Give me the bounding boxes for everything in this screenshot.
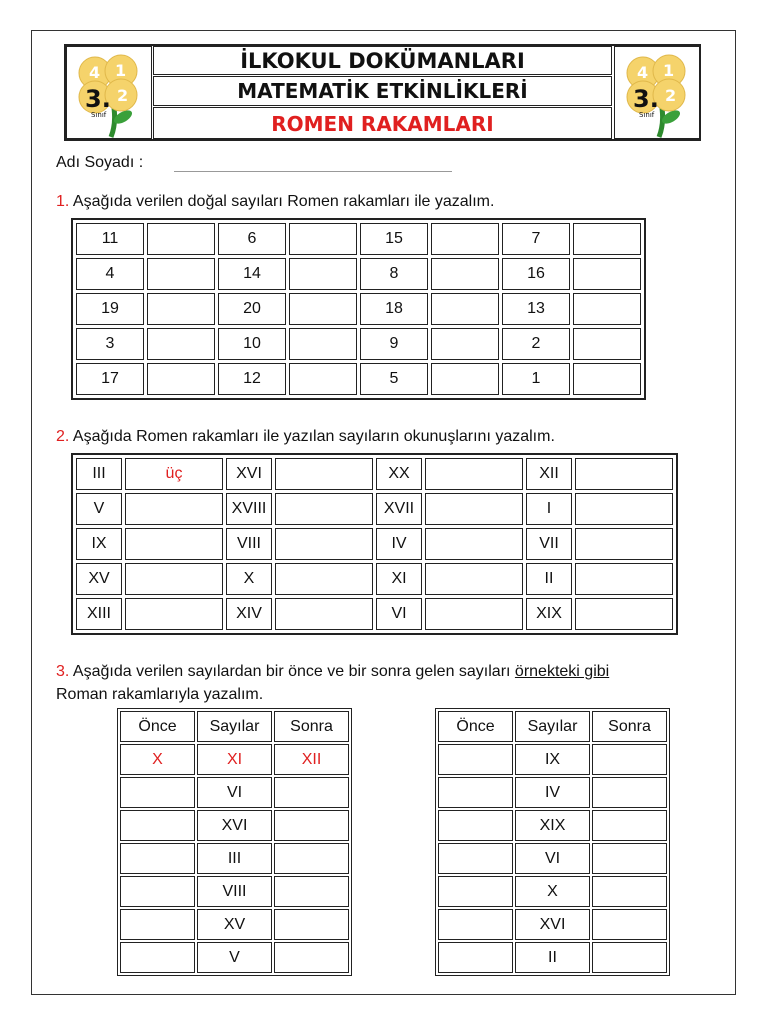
answer-cell[interactable] bbox=[147, 363, 215, 395]
before-answer-cell[interactable] bbox=[120, 810, 195, 841]
before-answer-cell[interactable] bbox=[120, 942, 195, 973]
answer-cell[interactable] bbox=[573, 363, 641, 395]
before-answer-cell[interactable] bbox=[438, 843, 513, 874]
table-row bbox=[438, 876, 667, 907]
roman-cell: XIX bbox=[526, 598, 572, 630]
question-3-number: 3. bbox=[56, 663, 70, 680]
number-cell: IV bbox=[515, 777, 590, 808]
roman-cell: V bbox=[76, 493, 122, 525]
table-row bbox=[76, 223, 641, 255]
table-row bbox=[438, 810, 667, 841]
table-row bbox=[438, 843, 667, 874]
table-row bbox=[76, 528, 673, 560]
number-cell: II bbox=[515, 942, 590, 973]
header-title-2: MATEMATİK ETKİNLİKLERİ bbox=[153, 76, 612, 106]
roman-cell: XX bbox=[376, 458, 422, 490]
answer-cell[interactable] bbox=[125, 493, 223, 525]
number-cell: IX bbox=[515, 744, 590, 775]
header-row bbox=[438, 711, 667, 742]
answer-cell[interactable] bbox=[575, 528, 673, 560]
answer-cell[interactable] bbox=[425, 563, 523, 595]
number-cell: 11 bbox=[76, 223, 144, 255]
number-cell: XV bbox=[197, 909, 272, 940]
answer-cell[interactable] bbox=[147, 223, 215, 255]
answer-cell[interactable] bbox=[125, 563, 223, 595]
column-header: Sonra bbox=[592, 711, 667, 742]
table-row bbox=[76, 458, 673, 490]
number-cell: 20 bbox=[218, 293, 286, 325]
svg-text:2: 2 bbox=[117, 86, 129, 105]
header-title-3: ROMEN RAKAMLARI bbox=[153, 107, 612, 139]
svg-text:4: 4 bbox=[637, 63, 649, 82]
number-cell: III bbox=[197, 843, 272, 874]
answer-cell[interactable] bbox=[275, 598, 373, 630]
answer-cell[interactable] bbox=[431, 258, 499, 290]
answer-cell[interactable] bbox=[575, 493, 673, 525]
answer-cell[interactable] bbox=[573, 258, 641, 290]
roman-cell: XIII bbox=[76, 598, 122, 630]
number-cell: 16 bbox=[502, 258, 570, 290]
svg-text:1: 1 bbox=[663, 61, 675, 80]
table-row bbox=[120, 843, 349, 874]
answer-cell[interactable] bbox=[289, 293, 357, 325]
number-cell: 1 bbox=[502, 363, 570, 395]
svg-text:4: 4 bbox=[89, 63, 101, 82]
answer-cell[interactable] bbox=[573, 223, 641, 255]
number-cell: VI bbox=[515, 843, 590, 874]
answer-cell[interactable] bbox=[431, 293, 499, 325]
before-answer-cell[interactable] bbox=[120, 843, 195, 874]
roman-cell: IV bbox=[376, 528, 422, 560]
table-row bbox=[120, 942, 349, 973]
question-3-text-b: Roman rakamlarıyla yazalım. bbox=[56, 686, 264, 703]
number-cell: 3 bbox=[76, 328, 144, 360]
number-cell: XIX bbox=[515, 810, 590, 841]
table-row bbox=[120, 909, 349, 940]
column-header: Önce bbox=[120, 711, 195, 742]
answer-cell[interactable] bbox=[431, 328, 499, 360]
number-cell: 12 bbox=[218, 363, 286, 395]
example-cell: X bbox=[120, 744, 195, 775]
column-header: Sayılar bbox=[515, 711, 590, 742]
question-1-text: Aşağıda verilen doğal sayıları Romen rakamları ile yazalım. bbox=[69, 193, 495, 210]
question-2 bbox=[56, 428, 555, 446]
answer-cell[interactable] bbox=[147, 328, 215, 360]
roman-cell: I bbox=[526, 493, 572, 525]
after-answer-cell[interactable] bbox=[274, 843, 349, 874]
number-cell: 14 bbox=[218, 258, 286, 290]
number-cell: VI bbox=[197, 777, 272, 808]
question-2-number: 2. bbox=[56, 428, 70, 445]
before-answer-cell[interactable] bbox=[120, 777, 195, 808]
before-answer-cell[interactable] bbox=[438, 876, 513, 907]
roman-cell: XVIII bbox=[226, 493, 272, 525]
roman-cell: XIV bbox=[226, 598, 272, 630]
after-answer-cell[interactable] bbox=[592, 744, 667, 775]
answer-cell[interactable] bbox=[575, 563, 673, 595]
number-cell: 13 bbox=[502, 293, 570, 325]
answer-cell[interactable] bbox=[575, 458, 673, 490]
after-answer-cell[interactable] bbox=[592, 942, 667, 973]
logo-sub-text: Sınıf bbox=[91, 111, 107, 119]
number-cell: VIII bbox=[197, 876, 272, 907]
after-answer-cell[interactable] bbox=[592, 810, 667, 841]
table-row bbox=[76, 363, 641, 395]
roman-cell: VII bbox=[526, 528, 572, 560]
table-row bbox=[438, 744, 667, 775]
table-row bbox=[120, 777, 349, 808]
after-answer-cell[interactable] bbox=[592, 843, 667, 874]
number-cell: 4 bbox=[76, 258, 144, 290]
clover-logo-right bbox=[614, 46, 700, 139]
before-answer-cell[interactable] bbox=[438, 744, 513, 775]
roman-cell: X bbox=[226, 563, 272, 595]
roman-cell: III bbox=[76, 458, 122, 490]
answer-cell[interactable] bbox=[289, 363, 357, 395]
roman-cell: XI bbox=[376, 563, 422, 595]
table-row bbox=[76, 258, 641, 290]
answer-cell[interactable] bbox=[125, 528, 223, 560]
before-answer-cell[interactable] bbox=[438, 777, 513, 808]
example-answer-cell: üç bbox=[125, 458, 223, 490]
answer-cell[interactable] bbox=[425, 528, 523, 560]
table-row bbox=[76, 563, 673, 595]
question-3 bbox=[56, 660, 609, 706]
roman-cell: VI bbox=[376, 598, 422, 630]
table-row bbox=[438, 942, 667, 973]
after-answer-cell[interactable] bbox=[274, 909, 349, 940]
number-cell: V bbox=[197, 942, 272, 973]
answer-cell[interactable] bbox=[425, 598, 523, 630]
table-row bbox=[120, 876, 349, 907]
number-cell: X bbox=[515, 876, 590, 907]
roman-cell: XVII bbox=[376, 493, 422, 525]
table-row bbox=[120, 810, 349, 841]
question-3-text-a: Aşağıda verilen sayılardan bir önce ve bir sonra gelen sayıları bbox=[69, 663, 515, 680]
answer-cell[interactable] bbox=[147, 293, 215, 325]
clover-logo-left bbox=[66, 46, 152, 139]
question-2-text: Aşağıda Romen rakamları ile yazılan sayıların okunuşlarını yazalım. bbox=[69, 428, 555, 445]
after-answer-cell[interactable] bbox=[592, 909, 667, 940]
roman-cell: XVI bbox=[226, 458, 272, 490]
number-cell: 8 bbox=[360, 258, 428, 290]
header-title-1: İLKOKUL DOKÜMANLARI bbox=[153, 46, 612, 75]
answer-cell[interactable] bbox=[275, 563, 373, 595]
after-answer-cell[interactable] bbox=[274, 942, 349, 973]
number-cell: 9 bbox=[360, 328, 428, 360]
number-cell: 10 bbox=[218, 328, 286, 360]
number-cell: XVI bbox=[515, 909, 590, 940]
number-cell: XVI bbox=[197, 810, 272, 841]
answer-cell[interactable] bbox=[275, 528, 373, 560]
before-answer-cell[interactable] bbox=[120, 909, 195, 940]
after-answer-cell[interactable] bbox=[274, 777, 349, 808]
answer-cell[interactable] bbox=[289, 328, 357, 360]
roman-cell: XII bbox=[526, 458, 572, 490]
number-cell: 15 bbox=[360, 223, 428, 255]
answer-cell[interactable] bbox=[125, 598, 223, 630]
question-1-table bbox=[71, 218, 646, 400]
question-2-table bbox=[71, 453, 678, 635]
example-row bbox=[120, 744, 349, 775]
question-1-number: 1. bbox=[56, 193, 70, 210]
number-cell: 5 bbox=[360, 363, 428, 395]
roman-cell: II bbox=[526, 563, 572, 595]
name-input-line[interactable] bbox=[174, 171, 452, 172]
before-answer-cell[interactable] bbox=[120, 876, 195, 907]
answer-cell[interactable] bbox=[425, 458, 523, 490]
logo-grade-text: 3. bbox=[85, 85, 111, 113]
after-answer-cell[interactable] bbox=[592, 777, 667, 808]
roman-cell: XV bbox=[76, 563, 122, 595]
column-header: Önce bbox=[438, 711, 513, 742]
number-cell: 17 bbox=[76, 363, 144, 395]
name-label: Adı Soyadı : bbox=[56, 154, 144, 171]
answer-cell[interactable] bbox=[147, 258, 215, 290]
svg-text:2: 2 bbox=[665, 86, 677, 105]
table-row bbox=[76, 598, 673, 630]
number-cell: 19 bbox=[76, 293, 144, 325]
answer-cell[interactable] bbox=[573, 328, 641, 360]
roman-cell: VIII bbox=[226, 528, 272, 560]
answer-cell[interactable] bbox=[573, 293, 641, 325]
roman-cell: IX bbox=[76, 528, 122, 560]
logo-grade-text: 3. bbox=[633, 85, 659, 113]
before-answer-cell[interactable] bbox=[438, 909, 513, 940]
table-row bbox=[438, 909, 667, 940]
answer-cell[interactable] bbox=[275, 493, 373, 525]
example-cell: XI bbox=[197, 744, 272, 775]
table-row bbox=[438, 777, 667, 808]
example-cell: XII bbox=[274, 744, 349, 775]
table-row bbox=[76, 493, 673, 525]
column-header: Sonra bbox=[274, 711, 349, 742]
answer-cell[interactable] bbox=[275, 458, 373, 490]
answer-cell[interactable] bbox=[431, 223, 499, 255]
answer-cell[interactable] bbox=[289, 223, 357, 255]
number-cell: 18 bbox=[360, 293, 428, 325]
answer-cell[interactable] bbox=[575, 598, 673, 630]
table-row bbox=[76, 328, 641, 360]
logo-sub-text: Sınıf bbox=[639, 111, 655, 119]
number-cell: 2 bbox=[502, 328, 570, 360]
before-answer-cell[interactable] bbox=[438, 810, 513, 841]
header-row bbox=[120, 711, 349, 742]
question-1 bbox=[56, 193, 494, 211]
question-3-right-table bbox=[435, 708, 670, 976]
number-cell: 6 bbox=[218, 223, 286, 255]
svg-text:1: 1 bbox=[115, 61, 127, 80]
after-answer-cell[interactable] bbox=[274, 876, 349, 907]
before-answer-cell[interactable] bbox=[438, 942, 513, 973]
question-3-left-table bbox=[117, 708, 352, 976]
answer-cell[interactable] bbox=[431, 363, 499, 395]
answer-cell[interactable] bbox=[425, 493, 523, 525]
answer-cell[interactable] bbox=[289, 258, 357, 290]
question-3-text-underlined: örnekteki gibi bbox=[514, 663, 610, 680]
number-cell: 7 bbox=[502, 223, 570, 255]
column-header: Sayılar bbox=[197, 711, 272, 742]
after-answer-cell[interactable] bbox=[274, 810, 349, 841]
table-row bbox=[76, 293, 641, 325]
after-answer-cell[interactable] bbox=[592, 876, 667, 907]
